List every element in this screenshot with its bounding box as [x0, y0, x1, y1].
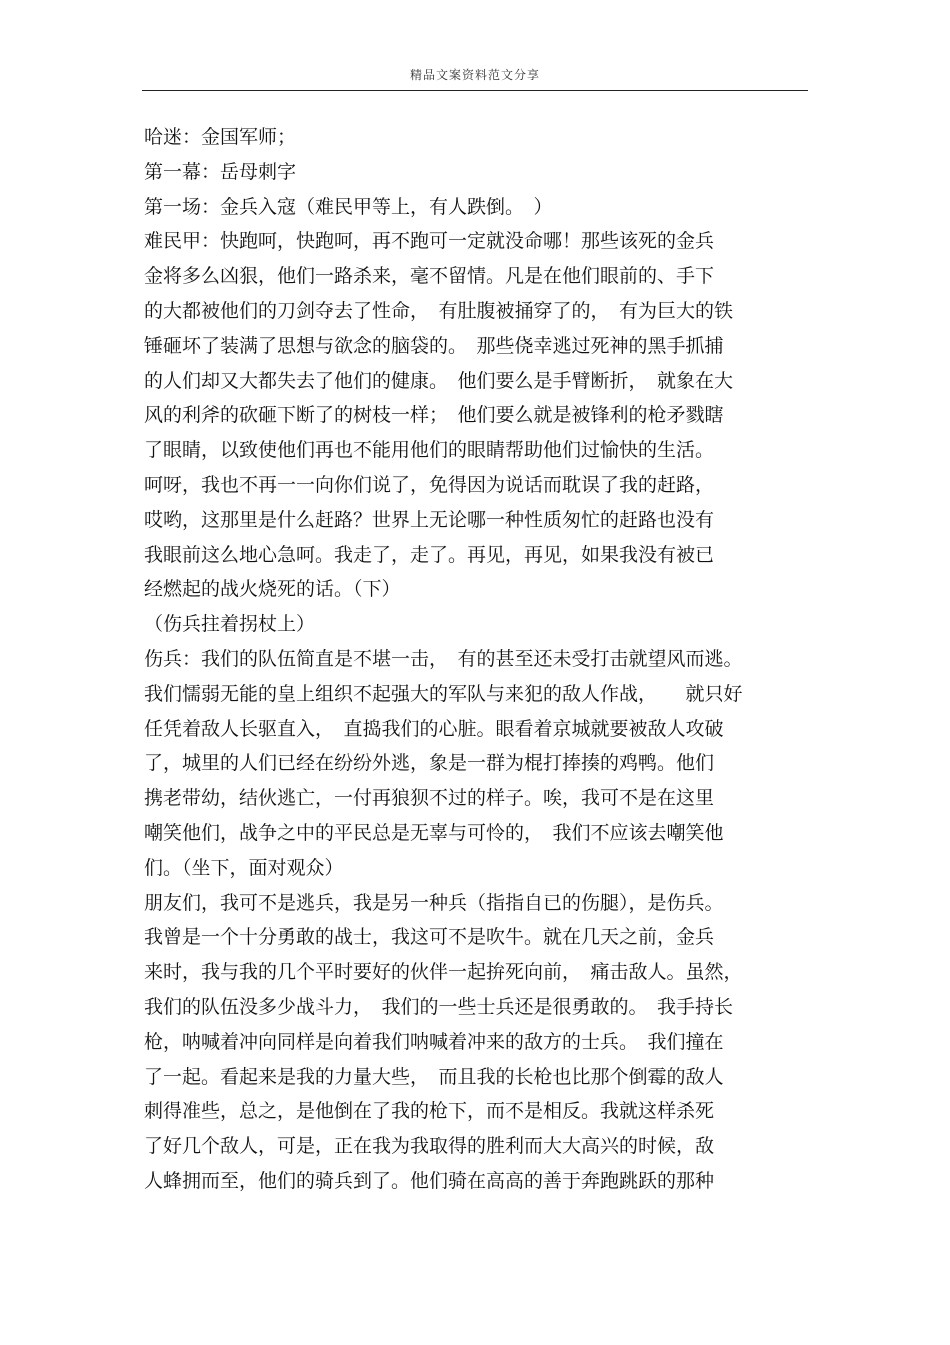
text-line: 我曾是一个十分勇敢的战士，我这可不是吹牛。就在几天之前，金兵	[144, 926, 715, 949]
text-line: 了好几个敌人，可是，正在我为我取得的胜利而大大高兴的时候，敌	[144, 1135, 715, 1158]
text-line: 第一场：金兵入寇（难民甲等上，有人跌倒。 ）	[144, 195, 553, 218]
text-line: 我们的队伍没多少战斗力， 我们的一些士兵还是很勇敢的。 我手持长	[144, 995, 734, 1018]
text-line: 金将多么凶狠，他们一路杀来，毫不留情。凡是在他们眼前的、手下	[144, 265, 715, 288]
text-line: 哈迷：金国军师；	[144, 126, 297, 148]
text-line: 了眼睛，以致使他们再也不能用他们的眼睛帮助他们过愉快的生活。	[144, 439, 715, 462]
text-line: 呵呀，我也不再一一向你们说了，免得因为说话而耽误了我的赶路，	[144, 473, 715, 496]
header-divider	[142, 90, 808, 91]
text-line: 风的利斧的砍砸下断了的树枝一样； 他们要么就是被锋利的枪矛戮瞎	[144, 404, 724, 427]
text-line: 我眼前这么地心急呵。我走了，走了。再见，再见，如果我没有被已	[144, 543, 715, 566]
text-line: 枪，呐喊着冲向同样是向着我们呐喊着冲来的敌方的士兵。 我们撞在	[144, 1030, 724, 1053]
text-line: 哎哟，这那里是什么赶路？世界上无论哪一种性质匆忙的赶路也没有	[144, 508, 715, 531]
text-line: 锤砸坏了装满了思想与欲念的脑袋的。 那些侥幸逃过死神的黑手抓捕	[144, 334, 724, 357]
text-line: 嘲笑他们，战争之中的平民总是无辜与可怜的， 我们不应该去嘲笑他	[144, 821, 724, 844]
page-header: 精品文案资料范文分享	[409, 68, 540, 82]
text-line: 了，城里的人们已经在纷纷外逃，象是一群为棍打捧揍的鸡鸭。他们	[144, 752, 715, 775]
text-line: 难民甲：快跑呵，快跑呵，再不跑可一定就没命哪！那些该死的金兵	[144, 230, 715, 253]
text-line: 第一幕：岳母刺字	[144, 160, 297, 183]
text-line: 我们懦弱无能的皇上组织不起强大的军队与来犯的敌人作战， 就只好	[144, 682, 743, 705]
text-line: 经燃起的战火烧死的话。（下）	[144, 578, 401, 601]
text-line: 的大都被他们的刀剑夺去了性命， 有肚腹被捅穿了的， 有为巨大的铁	[144, 299, 734, 322]
text-line: 伤兵：我们的队伍简直是不堪一击， 有的甚至还未受打击就望风而逃。	[144, 647, 743, 670]
text-line: 任凭着敌人长驱直入， 直捣我们的心脏。眼看着京城就要被敌人攻破	[144, 717, 724, 740]
text-line: （伤兵拄着拐杖上）	[144, 613, 316, 636]
text-line: 朋友们，我可不是逃兵，我是另一种兵（指指自已的伤腿），是伤兵。	[144, 891, 724, 914]
text-line: 携老带幼，结伙逃亡，一付再狼狈不过的样子。唉，我可不是在这里	[144, 787, 715, 810]
text-line: 了一起。看起来是我的力量大些， 而且我的长枪也比那个倒霉的敌人	[144, 1065, 724, 1088]
text-line: 人蜂拥而至，他们的骑兵到了。他们骑在高高的善于奔跑跳跃的那种	[144, 1169, 715, 1192]
document-body	[144, 120, 808, 1199]
text-line: 刺得准些，总之，是他倒在了我的枪下，而不是相反。我就这样杀死	[144, 1100, 715, 1123]
text-line: 的人们却又大都失去了他们的健康。 他们要么是手臂断折， 就象在大	[144, 369, 734, 392]
text-line: 们。（坐下，面对观众）	[144, 856, 344, 879]
text-line: 来时，我与我的几个平时要好的伙伴一起拚死向前， 痛击敌人。虽然，	[144, 961, 743, 984]
